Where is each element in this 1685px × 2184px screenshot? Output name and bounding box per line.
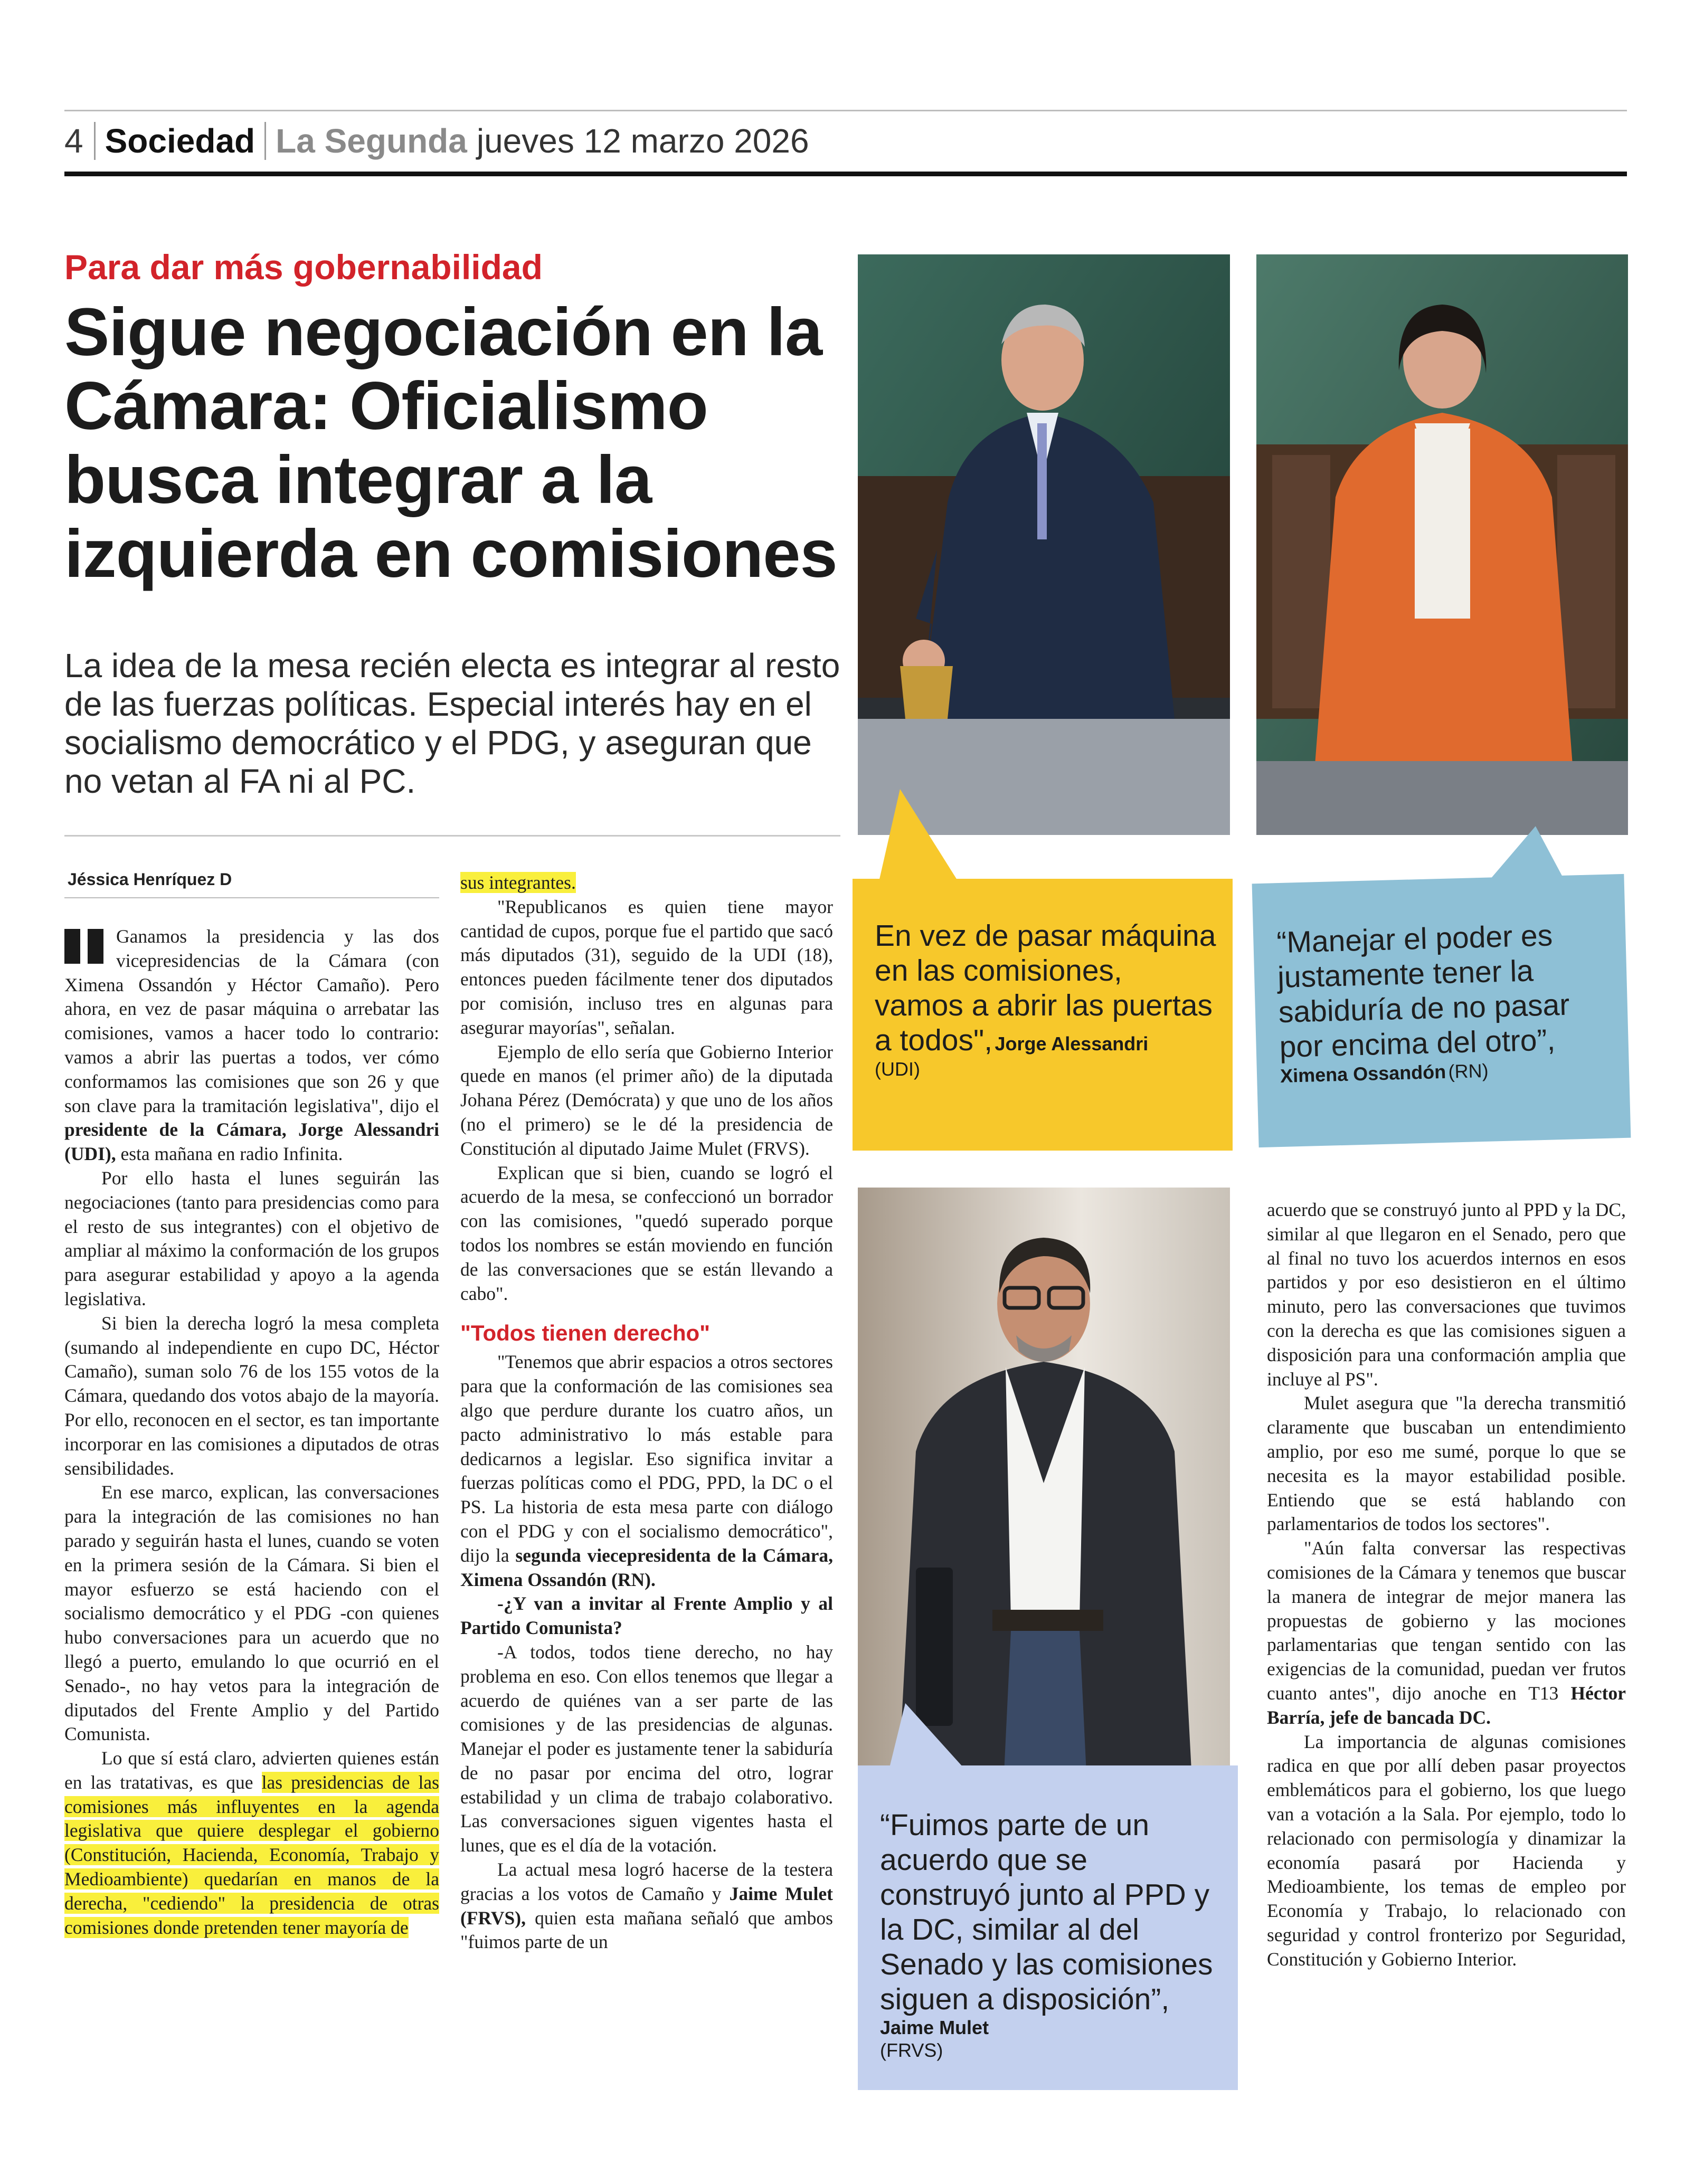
pull-quote-mulet: [858, 1765, 1238, 2090]
text-run: Ganamos la presidencia y las dos vicepresidencias de la Cámara (con Ximena Ossandón y Héctor Camaño). Pero ahora, en vez de pasar máquina o arrebatar las comisiones, vamos a hacer todo lo contrario: vamos a abrir las puertas a todos, ver cómo conformamos las comisiones que son 26 y que son clave para la tramitación legislativa", dijo el: [64, 926, 439, 1116]
highlighted-run: sus integrantes.: [460, 872, 576, 893]
speech-bubble-tail: [879, 789, 958, 881]
quote-attribution-party: (UDI): [875, 1058, 920, 1080]
photo-ximena-ossandon: [1256, 254, 1628, 835]
quote-text: “Fuimos parte de un acuerdo que se construyó junto al PPD y la DC, similar al del Senado y las comisiones siguen a disposición”,: [880, 1808, 1213, 2016]
section-name: Sociedad: [96, 122, 267, 160]
paragraph: [64, 925, 439, 1166]
paragraph: En ese marco, explican, las conversaciones para la integración de las comisiones no han parado y seguirán hasta el lunes, cuando se voten en la primera sesión de la Cámara. Si bien el mayor esfuerzo se está haciendo con el socialismo democrático y el PDG -con quienes hubo conversaciones para un acuerdo que no llegó a puerto, emulando lo que ocurrió en el Senado-, no hay vetos para la integración de diputados del Frente Amplio y del Partido Comunista.: [64, 1482, 439, 1745]
paragraph: "Republicanos es quien tiene mayor cantidad de cupos, porque fue el partido que sacó más diputados (31), seguido de la UDI (18), entonces pueden fácilmente tener dos diputados por comisión, incluso tres en algunas para asegurar mayorías", señalan.: [460, 896, 833, 1038]
quote-body: [880, 1808, 1223, 2062]
quote-text: “Manejar el poder es justamente tener la sabiduría de no pasar por encima del otro”,: [1276, 918, 1570, 1065]
quote-attribution-party: (RN): [1448, 1059, 1489, 1082]
paragraph: [64, 1746, 439, 1940]
quote-attribution-name: Jaime Mulet: [880, 2017, 989, 2038]
text-run: La actual mesa logró hacerse de la testera gracias a los votos de Camaño y: [460, 1859, 833, 1904]
photo-jorge-alessandri: [858, 254, 1230, 835]
paragraph: [460, 1858, 833, 1954]
quote-text: En vez de pasar máquina en las comisiones, vamos a abrir las puertas a todos",: [875, 919, 1216, 1057]
paragraph: La importancia de algunas comisiones radica en que por allí deben pasar proyectos emblemáticos para el gobierno, los que luego van a votación a la Sala. Por ejemplo, todo lo relacionado con permisología y dinamizar la economía pasará por Hacienda y Medioambiente, los temas de empleo por Economía y Trabajo, lo relacionado con seguridad y control fronterizo por Seguridad, Constitución y Gobierno Interior.: [1267, 1731, 1626, 1970]
text-run: esta mañana en radio Infinita.: [116, 1143, 343, 1165]
bold-run: segunda viecepresidenta de la Cámara, Ximena Ossandón (RN).: [460, 1544, 833, 1590]
header-rule: [64, 172, 1627, 176]
page-header: [64, 117, 1627, 165]
top-rule: [64, 110, 1627, 111]
text-run: quien esta mañana señaló que ambos "fuimos parte de un: [460, 1907, 833, 1953]
speech-bubble-tail: [889, 1703, 963, 1768]
bold-run: Jaime Mulet (FRVS),: [460, 1883, 833, 1929]
quote-body: [875, 918, 1218, 1081]
paragraph: [1267, 1536, 1626, 1730]
newspaper-name: La Segunda: [276, 122, 467, 160]
paragraph: acuerdo que se construyó junto al PPD y la DC, similar al que llegaron en el Senado, pero que al final no tuvo los acuerdos internos en esos partidos y por eso desistieron en el último minuto, pero las conversaciones que tuvimos con la derecha es que las comisiones siguen a disposición para una conformación amplia que incluye al PS".: [1267, 1199, 1626, 1390]
quote-body: [1276, 917, 1613, 1088]
bold-run: -¿Y van a invitar al Frente Amplio y al Partido Comunista?: [460, 1593, 833, 1639]
opening-quote-mark: [64, 929, 110, 964]
paragraph: Por ello hasta el lunes seguirán las negociaciones (tanto para presidencias como para el resto de sus integrantes) con el objetivo de ampliar al máximo la conformación de los grupos para asegurar estabilidad y apoyo a la agenda legislativa.: [64, 1167, 439, 1309]
issue-date: jueves 12 marzo 2026: [476, 122, 809, 160]
deck-divider: [64, 835, 840, 837]
kicker: Para dar más gobernabilidad: [64, 248, 543, 287]
article-column-3: [1267, 1198, 1626, 1972]
speech-bubble-tail: [1488, 825, 1564, 880]
text-run: Lo que sí está claro, advierten quienes están en las tratativas, es que: [64, 1748, 439, 1793]
quote-attribution-party: (FRVS): [880, 2039, 943, 2061]
paragraph: -A todos, todos tiene derecho, no hay problema en eso. Con ellos tenemos que llegar a acuerdo de quiénes van a ser parte de las comisiones y de las presidencias de algunas. Manejar el poder es justamente tener la sabiduría de no pasar por encima del otro, lograr estabilidad y un clima de trabajo colaborativo. Las conversaciones siguen vigentes hasta el lunes, que es el día de la votación.: [460, 1641, 833, 1856]
pull-quote-ossandon: [1252, 874, 1631, 1147]
text-run: "Aún falta conversar las respectivas comisiones de la Cámara y tenemos que buscar la manera de integrar de mejor manera las propuestas de gobierno y las mociones parlamentarias que tengan sentido con las exigencias de la comunidad, puedan ver frutos cuanto antes", dijo anoche en T13: [1267, 1537, 1626, 1704]
paragraph: Explican que si bien, cuando se logró el acuerdo de la mesa, se confeccionó un borrador con las comisiones, "quedó superado porque todos los nombres se están moviendo en función de las conversaciones que se están llevando a cabo".: [460, 1162, 833, 1304]
paragraph: [460, 1350, 833, 1592]
deck: La idea de la mesa recién electa es integrar al resto de las fuerzas políticas. Especial interés hay en el socialismo democrático y el PDG, y aseguran que no vetan al FA ni al PC.: [64, 647, 840, 800]
bold-run: Héctor Barría, jefe de bancada DC.: [1267, 1682, 1626, 1728]
article-column-1: [64, 925, 439, 1940]
quote-attribution-name: Jorge Alessandri: [995, 1033, 1149, 1055]
text-run: "Tenemos que abrir espacios a otros sectores para que la conformación de las comisiones sea algo que perdure durante los cuatro años, un pacto administrativo lo más estable para dedicarnos a legislar. Eso significa invitar a fuerzas políticas como el PDG, PPD, la DC o el PS. La historia de esta mesa parte con diálogo con el PDG y con el socialismo democrático", dijo la: [460, 1351, 833, 1566]
byline-divider: [64, 897, 439, 898]
page-number: 4: [64, 122, 96, 160]
quote-attribution-name: Ximena Ossandón: [1280, 1060, 1446, 1087]
bold-run: presidente de la Cámara, Jorge Alessandri (UDI),: [64, 1119, 439, 1165]
paragraph: [460, 871, 833, 895]
pull-quote-alessandri: [853, 879, 1233, 1151]
headline: Sigue negociación en la Cámara: Oficialismo busca integrar a la izquierda en comisiones: [64, 295, 837, 592]
subheading: "Todos tienen derecho": [460, 1321, 711, 1346]
paragraph: Si bien la derecha logró la mesa completa (sumando al independiente en cupo DC, Héctor Camaño), suman solo 76 de los 155 votos de la Cámara, quedando dos votos abajo de la mayoría. Por ello, reconocen en el sector, es tan importante incorporar en las comisiones a diputados de otras sensibilidades.: [64, 1312, 439, 1479]
article-column-2: [460, 871, 833, 1954]
interview-question: [460, 1592, 833, 1640]
highlighted-run: las presidencias de las comisiones más influyentes en la agenda legislativa que quiere desplegar el gobierno (Constitución, Hacienda, Economía, Trabajo y Medioambiente) quedarían en manos de la derecha, "cediendo" la presidencia de otras comisiones donde pretenden tener mayoría de: [64, 1771, 439, 1938]
paragraph: Ejemplo de ello sería que Gobierno Interior quede en manos (el primer año) de la diputada Johana Pérez (Demócrata) y que uno de los años (no el primero) se le dé la presidencia de Constitución al diputado Jaime Mulet (FRVS).: [460, 1041, 833, 1159]
paragraph: Mulet asegura que "la derecha transmitió claramente que buscaban un entendimiento amplio, por eso me sumé, porque lo que se necesita es la mayor estabilidad posible. Entiendo que se está hablando con parlamentarios de todos los sectores".: [1267, 1392, 1626, 1535]
byline: Jéssica Henríquez D: [68, 870, 232, 889]
